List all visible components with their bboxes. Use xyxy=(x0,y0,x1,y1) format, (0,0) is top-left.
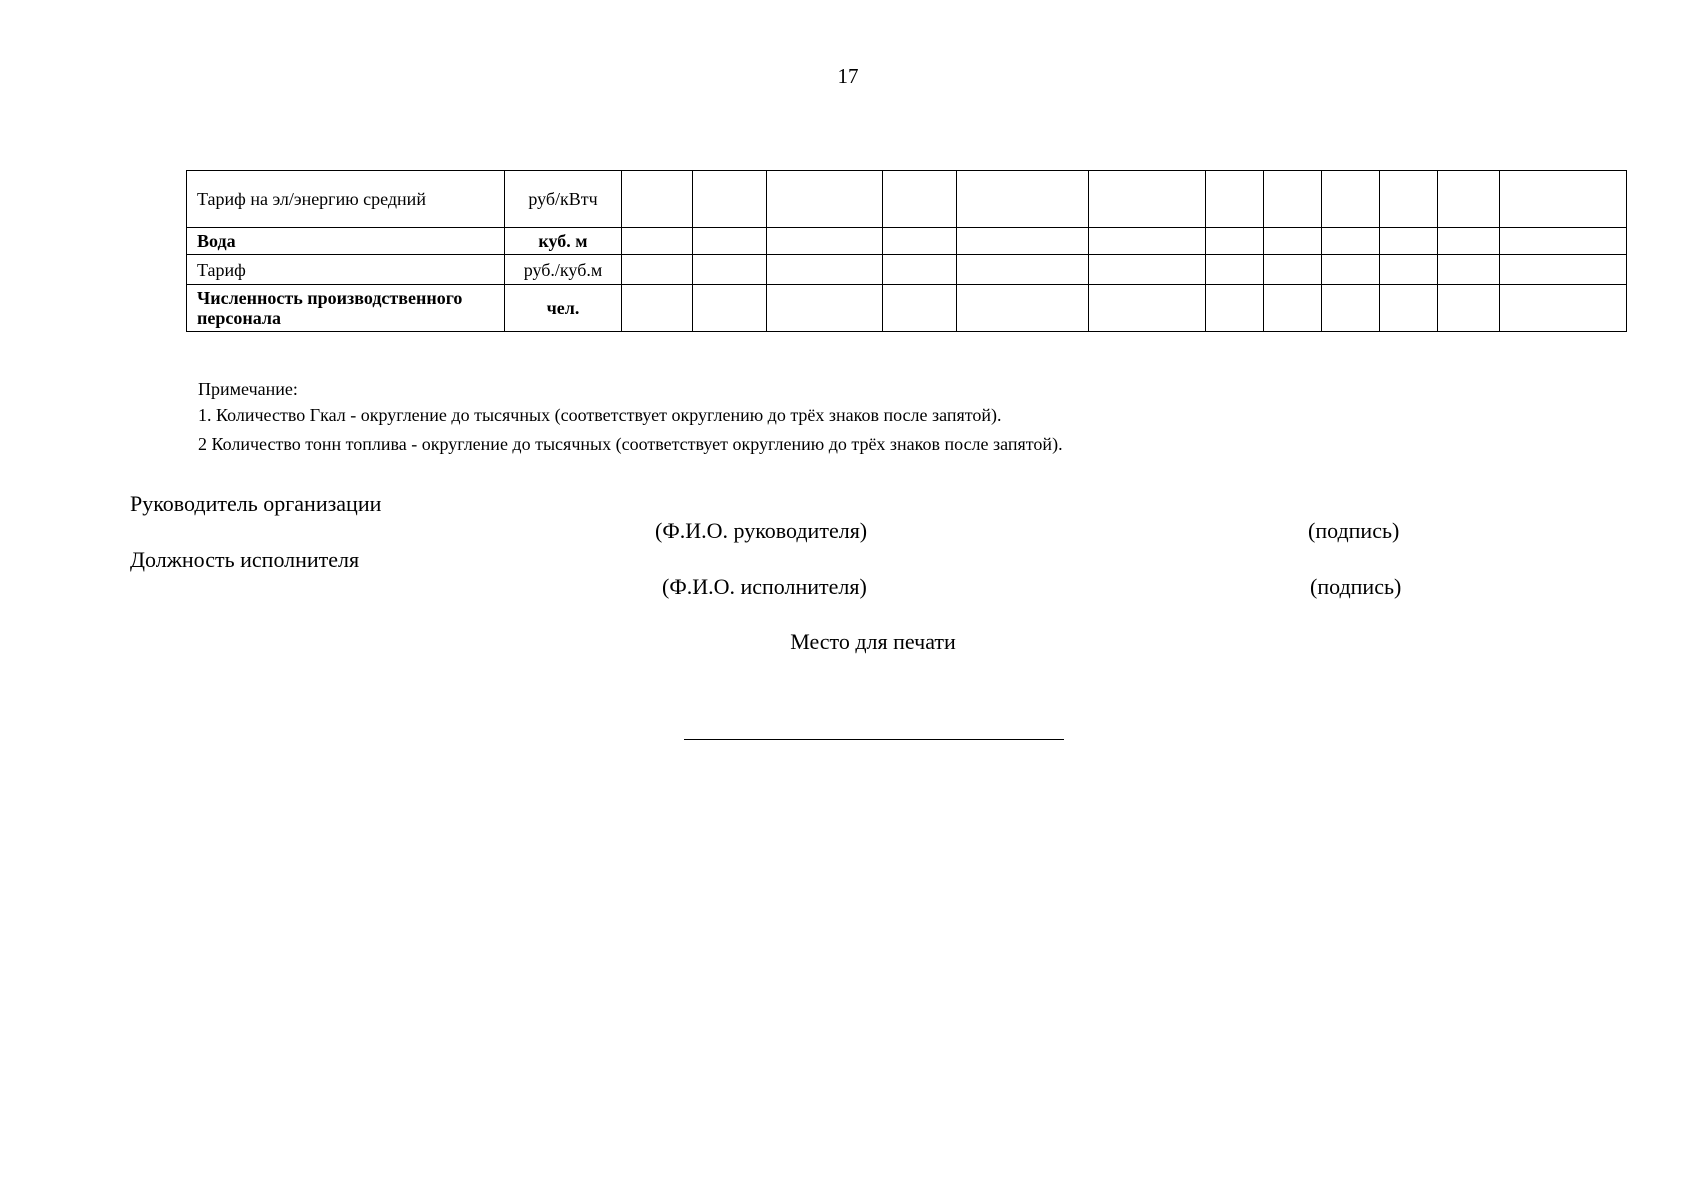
table-cell xyxy=(693,285,767,332)
table-cell xyxy=(622,228,693,255)
table-cell xyxy=(622,171,693,228)
table-cell xyxy=(767,255,883,285)
table-cell xyxy=(1264,228,1322,255)
table-row xyxy=(187,285,1627,332)
table-cell xyxy=(693,228,767,255)
table-cell xyxy=(622,255,693,285)
row-unit-staff-count: чел. xyxy=(505,285,622,332)
notes-title: Примечание: xyxy=(198,379,298,399)
row-unit-water-tariff: руб./куб.м xyxy=(505,255,622,285)
table-cell xyxy=(767,171,883,228)
table-cell xyxy=(1500,171,1627,228)
notes-block xyxy=(198,376,1063,457)
table-cell xyxy=(883,255,957,285)
table-cell xyxy=(1322,285,1380,332)
table-row xyxy=(187,255,1627,285)
table-cell xyxy=(1206,255,1264,285)
table-cell xyxy=(957,171,1089,228)
table-cell xyxy=(957,255,1089,285)
table-cell xyxy=(1322,255,1380,285)
table-cell xyxy=(1438,171,1500,228)
row-label-water: Вода xyxy=(187,228,505,255)
executor-fio-placeholder: (Ф.И.О. исполнителя) xyxy=(662,574,867,599)
row-label-staff-count: Численность производственного персонала xyxy=(187,285,505,332)
table-cell xyxy=(1264,255,1322,285)
table-cell xyxy=(1500,285,1627,332)
table-cell xyxy=(1264,285,1322,332)
head-signature-placeholder: (подпись) xyxy=(1308,518,1400,543)
table-cell xyxy=(1206,285,1264,332)
table-cell xyxy=(1206,228,1264,255)
table-cell xyxy=(767,285,883,332)
table-cell xyxy=(693,171,767,228)
head-fio-placeholder: (Ф.И.О. руководителя) xyxy=(655,518,868,543)
table-cell xyxy=(957,228,1089,255)
table-cell xyxy=(883,285,957,332)
note-item-1: 1. Количество Гкал - округление до тысячных (соответствует округлению до трёх знаков после запятой). xyxy=(198,405,1002,425)
table-cell xyxy=(1206,171,1264,228)
end-divider xyxy=(684,739,1064,740)
table-cell xyxy=(957,285,1089,332)
table-cell xyxy=(622,285,693,332)
head-title: Руководитель организации xyxy=(130,491,382,516)
table-cell xyxy=(693,255,767,285)
table-cell xyxy=(1438,228,1500,255)
table-cell xyxy=(883,171,957,228)
table-cell xyxy=(1380,171,1438,228)
indicators-table xyxy=(186,170,1627,332)
table-cell xyxy=(1500,228,1627,255)
table-cell xyxy=(1380,255,1438,285)
row-unit-tariff-electricity: руб/кВтч xyxy=(505,171,622,228)
table-cell xyxy=(1322,171,1380,228)
executor-title: Должность исполнителя xyxy=(130,547,360,572)
table-cell xyxy=(1380,285,1438,332)
table-cell xyxy=(1500,255,1627,285)
table-cell xyxy=(767,228,883,255)
row-unit-water: куб. м xyxy=(505,228,622,255)
table-cell xyxy=(1089,228,1206,255)
table-cell xyxy=(1438,285,1500,332)
table-cell xyxy=(1264,171,1322,228)
row-label-tariff-electricity: Тариф на эл/энергию средний xyxy=(187,171,505,228)
executor-signature-placeholder: (подпись) xyxy=(1310,574,1402,599)
stamp-place: Место для печати xyxy=(790,629,956,654)
table-cell xyxy=(1089,255,1206,285)
table-row xyxy=(187,171,1627,228)
table-cell xyxy=(1380,228,1438,255)
page-number: 17 xyxy=(837,64,859,88)
table-cell xyxy=(1438,255,1500,285)
table-cell xyxy=(1089,285,1206,332)
note-item-2: 2 Количество тонн топлива - округление до тысячных (соответствует округлению до трёх знаков после запятой). xyxy=(198,434,1063,454)
row-label-water-tariff: Тариф xyxy=(187,255,505,285)
table-cell xyxy=(1089,171,1206,228)
table-cell xyxy=(1322,228,1380,255)
table-row xyxy=(187,228,1627,255)
table-cell xyxy=(883,228,957,255)
